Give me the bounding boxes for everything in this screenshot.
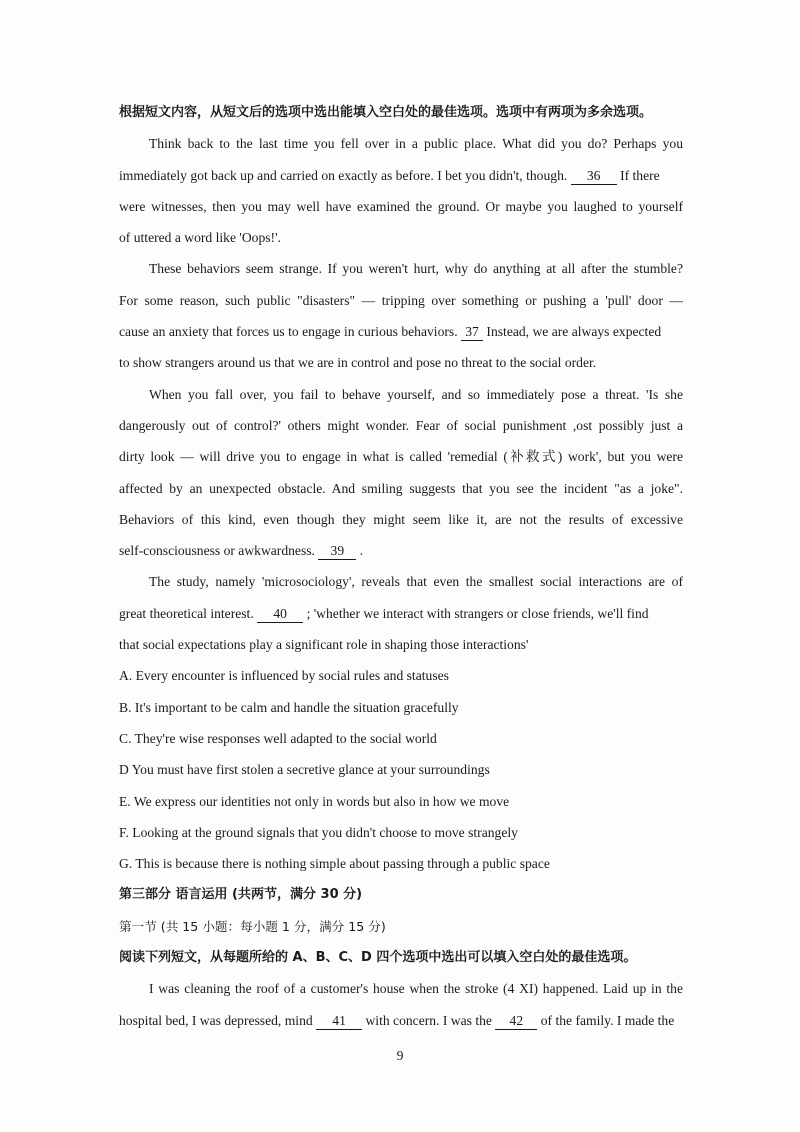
para5-line1: I was cleaning the roof of a customer's house when the stroke (4 XI) happened. Laid up in the xyxy=(149,981,683,997)
blank-41[interactable]: 41 xyxy=(316,1013,362,1030)
section1-instruction: 阅读下列短文，从每题所给的 A、B、C、D 四个选项中选出可以填入空白处的最佳选项。 xyxy=(119,950,637,966)
part3-heading: 第三部分 语言运用 (共两节，满分 30 分) xyxy=(119,887,363,903)
para4-line2-text-b: ; 'whether we interact with strangers or close friends, we'll find xyxy=(306,605,649,621)
para1-line1: Think back to the last time you fell over in a public place. What did you do? Perhaps you xyxy=(149,136,683,152)
para3-line6-text-a: self-consciousness or awkwardness. xyxy=(119,543,315,559)
para3-line1: When you fall over, you fail to behave yourself, and so immediately pose a threat. 'Is she xyxy=(149,386,683,402)
blank-37[interactable]: 37 xyxy=(461,324,483,341)
para2-line3 xyxy=(119,316,683,347)
para1-line2-text-a: immediately got back up and carried on exactly as before. I bet you didn't, though. xyxy=(119,167,568,183)
para3-line6 xyxy=(119,535,683,566)
para4-line2-text-a: great theoretical interest. xyxy=(119,605,254,621)
para2-line2: For some reason, such public "disasters" — tripping over something or pushing a 'pull' door — xyxy=(119,292,683,308)
para1-line2 xyxy=(119,160,683,191)
option-c: C. They're wise responses well adapted to the social world xyxy=(119,730,437,746)
para5-line2 xyxy=(119,1005,683,1036)
blank-40[interactable]: 40 xyxy=(257,606,303,623)
para4-line3: that social expectations play a significant role in shaping those interactions' xyxy=(119,637,529,653)
task-instruction: 根据短文内容，从短文后的选项中选出能填入空白处的最佳选项。选项中有两项为多余选项。 xyxy=(119,105,653,120)
para4-line2 xyxy=(119,598,683,629)
page-content xyxy=(119,97,683,1036)
para3-line6-text-b: . xyxy=(359,543,364,559)
blank-39[interactable]: 39 xyxy=(318,543,356,560)
blank-42[interactable]: 42 xyxy=(495,1013,537,1030)
option-b: B. It's important to be calm and handle the situation gracefully xyxy=(119,699,459,715)
para3-line5: Behaviors of this kind, even though they might seem like it, are not the results of excessive xyxy=(119,511,683,527)
para3-line3: dirty look — will drive you to engage in what is called 'remedial (补救式) work', but you were xyxy=(119,449,683,465)
para3-line2: dangerously out of control?' others might wonder. Fear of social punishment ,ost possibly just a xyxy=(119,417,683,433)
option-g: G. This is because there is nothing simple about passing through a public space xyxy=(119,856,550,872)
para4-line1: The study, namely 'microsociology', reveals that even the smallest social interactions are of xyxy=(149,574,683,590)
blank-36[interactable]: 36 xyxy=(571,168,617,185)
para5-line2-text-a: hospital bed, I was depressed, mind xyxy=(119,1012,313,1028)
para2-line3-text-b: Instead, we are always expected xyxy=(486,324,662,340)
para5-line2-text-b: with concern. I was the xyxy=(365,1012,492,1028)
para1-line3: were witnesses, then you may well have examined the ground. Or maybe you laughed to yourself xyxy=(119,198,683,214)
option-a: A. Every encounter is influenced by social rules and statuses xyxy=(119,668,449,684)
para5-line2-text-c: of the family. I made the xyxy=(540,1012,675,1028)
para2-line1: These behaviors seem strange. If you weren't hurt, why do anything at all after the stumble? xyxy=(149,261,683,277)
para1-line4: of uttered a word like 'Oops!'. xyxy=(119,230,281,246)
page-number: 9 xyxy=(396,1048,404,1063)
para3-line4: affected by an unexpected obstacle. And smiling suggests that you see the incident "as a joke". xyxy=(119,480,683,496)
option-d: D You must have first stolen a secretive glance at your surroundings xyxy=(119,762,490,778)
option-f: F. Looking at the ground signals that you didn't choose to move strangely xyxy=(119,824,518,840)
option-e: E. We express our identities not only in words but also in how we move xyxy=(119,793,510,809)
para2-line4: to show strangers around us that we are in control and pose no threat to the social order. xyxy=(119,355,597,371)
para1-line2-text-b: If there xyxy=(620,167,660,183)
para2-line3-text-a: cause an anxiety that forces us to engage in curious behaviors. xyxy=(119,324,458,340)
section1-heading: 第一节 (共 15 小题：每小题 1 分，满分 15 分) xyxy=(119,918,386,934)
